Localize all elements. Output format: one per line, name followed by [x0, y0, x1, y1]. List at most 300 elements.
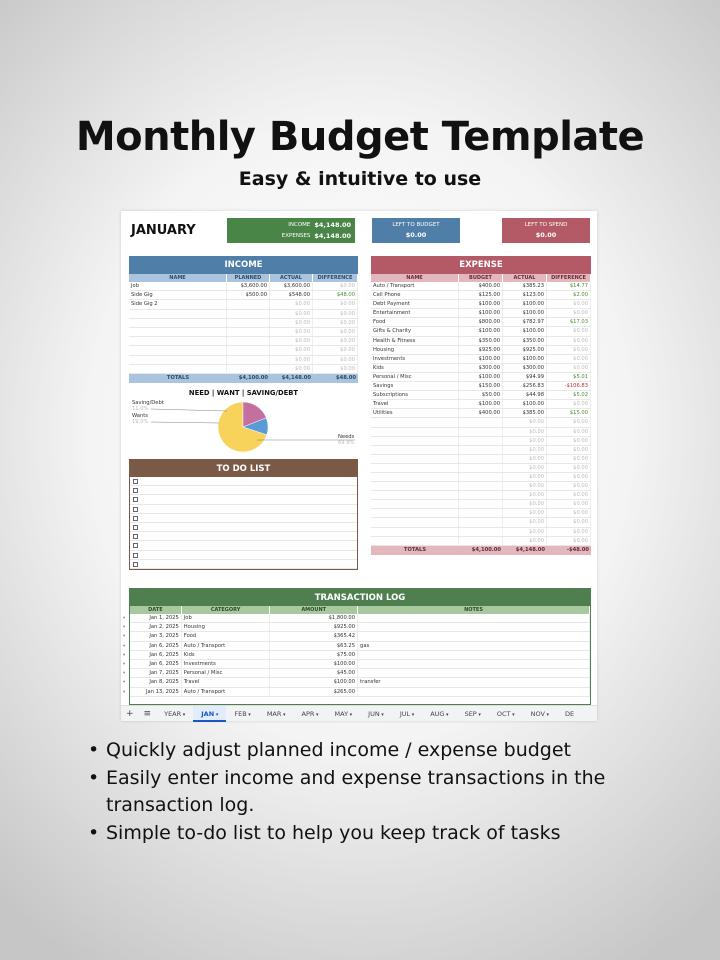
todo-row [130, 514, 357, 523]
expense-cell[interactable]: $0.00 [547, 327, 591, 335]
log-cell[interactable]: Personal / Misc [182, 669, 271, 677]
todo-checkbox[interactable] [133, 507, 138, 512]
income-cell[interactable]: $0.00 [313, 319, 358, 327]
income-cell[interactable]: $0.00 [313, 328, 358, 336]
category-dropdown-icon[interactable]: ▾ [123, 689, 126, 695]
spreadsheet-screenshot [121, 211, 597, 721]
income-cell[interactable] [129, 365, 227, 373]
expense-totals-row [371, 546, 591, 555]
expense-row [371, 337, 591, 346]
expense-cell[interactable]: $100.00 [503, 300, 547, 308]
expense-cell[interactable]: $0.00 [547, 528, 591, 536]
log-cell[interactable]: Jan 6, 2025 [130, 660, 182, 668]
expense-cell[interactable]: $0.00 [503, 455, 547, 463]
expense-cell[interactable]: $5.02 [547, 391, 591, 399]
log-cell[interactable]: Kids [182, 651, 271, 659]
income-cell[interactable]: $48.00 [313, 291, 358, 299]
log-cell[interactable]: Jan 1, 2025 [130, 614, 182, 622]
left-to-budget-box [372, 218, 460, 243]
left-to-budget-label: LEFT TO BUDGET [392, 222, 440, 228]
todo-checkbox[interactable] [133, 553, 138, 558]
log-cell[interactable]: $265.00 [270, 688, 358, 696]
expense-cell[interactable]: $782.97 [503, 318, 547, 326]
log-rows [123, 614, 590, 697]
expense-cell[interactable]: $50.00 [459, 391, 503, 399]
log-cell[interactable]: $100.00 [270, 660, 358, 668]
sheet-tab-mar[interactable] [259, 710, 294, 718]
add-sheet-icon[interactable]: + [126, 708, 134, 719]
expense-cell[interactable] [459, 537, 503, 545]
expense-cell[interactable]: Kids [371, 364, 459, 372]
left-to-spend-value: $0.00 [535, 231, 557, 239]
category-dropdown-icon[interactable]: ▾ [123, 661, 126, 667]
sheet-tab-label: SEP [464, 709, 477, 718]
expense-cell[interactable]: $123.00 [503, 291, 547, 299]
tab-menu-icon[interactable]: ▾ [410, 711, 415, 718]
expense-header: EXPENSE [371, 256, 591, 274]
expense-cell[interactable] [371, 473, 459, 481]
income-cell[interactable]: $0.00 [270, 300, 313, 308]
income-cell[interactable]: $3,600.00 [227, 282, 270, 290]
expense-cell[interactable]: $0.00 [503, 418, 547, 426]
expense-cell[interactable]: $0.00 [547, 337, 591, 345]
log-cell[interactable]: $75.00 [270, 651, 358, 659]
log-cell[interactable]: Travel [182, 678, 271, 686]
log-header: TRANSACTION LOG [130, 589, 590, 606]
expense-cell[interactable]: Utilities [371, 409, 459, 417]
expense-cell[interactable]: $0.00 [503, 518, 547, 526]
expense-row [371, 418, 591, 427]
expense-cell[interactable]: $0.00 [547, 537, 591, 545]
category-dropdown-icon[interactable]: ▾ [123, 652, 126, 658]
expense-cell[interactable]: $0.00 [547, 309, 591, 317]
log-cell[interactable]: Auto / Transport [182, 642, 271, 650]
tab-menu-icon[interactable]: ▾ [444, 711, 449, 718]
tab-menu-icon[interactable]: ▾ [214, 711, 219, 718]
expense-cell[interactable]: $0.00 [503, 464, 547, 472]
todo-row [130, 532, 357, 541]
log-cell[interactable]: Auto / Transport [182, 688, 271, 696]
income-cell[interactable] [129, 328, 227, 336]
expense-cell[interactable]: $350.00 [459, 337, 503, 345]
todo-checkbox[interactable] [133, 479, 138, 484]
expense-cell[interactable] [371, 464, 459, 472]
expense-cell[interactable]: $150.00 [459, 382, 503, 390]
expense-row [371, 464, 591, 473]
expense-cell[interactable]: $0.00 [503, 509, 547, 517]
expense-cell[interactable]: $0.00 [503, 537, 547, 545]
todo-checkbox[interactable] [133, 562, 138, 567]
income-row [129, 300, 358, 309]
income-cell[interactable]: $0.00 [270, 337, 313, 345]
left-to-spend-box [502, 218, 590, 243]
category-dropdown-icon[interactable]: ▾ [123, 680, 126, 686]
expense-cell[interactable]: Savings [371, 382, 459, 390]
expense-cell[interactable]: Investments [371, 355, 459, 363]
log-row [123, 642, 590, 651]
expense-cell[interactable]: $0.00 [503, 500, 547, 508]
log-cell[interactable]: Jan 7, 2025 [130, 669, 182, 677]
todo-row [130, 541, 357, 550]
expense-cell[interactable]: $400.00 [459, 409, 503, 417]
income-cell[interactable] [129, 346, 227, 354]
expense-cell[interactable]: $125.00 [459, 291, 503, 299]
income-cell[interactable]: $0.00 [270, 365, 313, 373]
pie-label-saving: Saving/Debt 11.0% [132, 400, 164, 412]
expense-cell[interactable]: $925.00 [459, 346, 503, 354]
expense-cell[interactable] [459, 473, 503, 481]
income-cell[interactable]: $0.00 [270, 346, 313, 354]
expense-row [371, 455, 591, 464]
expense-cell[interactable]: $0.00 [547, 346, 591, 354]
expense-cell[interactable] [371, 428, 459, 436]
log-cell[interactable] [358, 651, 590, 659]
summary-income-label: INCOME [288, 222, 311, 228]
expense-cell[interactable]: $400.00 [459, 282, 503, 290]
log-col-category: CATEGORY [182, 606, 271, 614]
log-cell[interactable]: Jan 2, 2025 [130, 623, 182, 631]
expense-cell[interactable]: $0.00 [503, 482, 547, 490]
sheet-tab-label: JAN [201, 709, 215, 718]
income-totals-row [129, 374, 358, 383]
expense-cell[interactable]: $0.00 [547, 509, 591, 517]
sheet-tab-de[interactable] [557, 710, 582, 718]
expense-cell[interactable] [371, 418, 459, 426]
tab-menu-icon[interactable]: ▾ [476, 711, 481, 718]
log-cell[interactable]: Food [182, 632, 271, 640]
tab-menu-icon[interactable]: ▾ [314, 711, 319, 718]
log-cell[interactable] [358, 669, 590, 677]
income-cell[interactable]: $3,600.00 [270, 282, 313, 290]
log-row [123, 669, 590, 678]
expense-cell[interactable]: Health & Fitness [371, 337, 459, 345]
income-cell[interactable]: $0.00 [270, 319, 313, 327]
tab-menu-icon[interactable]: ▾ [281, 711, 286, 718]
expense-cell[interactable] [371, 500, 459, 508]
expense-cell[interactable] [371, 455, 459, 463]
income-col-actual: ACTUAL [270, 274, 313, 282]
pie-svg [129, 389, 358, 457]
expense-cell[interactable]: $100.00 [459, 300, 503, 308]
income-cell[interactable] [227, 365, 270, 373]
expense-cell[interactable] [371, 537, 459, 545]
expense-row [371, 364, 591, 373]
expense-cell[interactable]: $0.00 [547, 464, 591, 472]
income-cell[interactable]: $0.00 [313, 282, 358, 290]
expense-cell[interactable]: Auto / Transport [371, 282, 459, 290]
log-cell[interactable] [358, 623, 590, 631]
expense-cell[interactable]: $2.00 [547, 291, 591, 299]
expense-cell[interactable] [371, 528, 459, 536]
tab-menu-icon[interactable]: ▾ [181, 711, 186, 718]
expense-cell[interactable]: Travel [371, 400, 459, 408]
log-cell[interactable]: $1,800.00 [270, 614, 358, 622]
expense-cell[interactable]: $100.00 [459, 400, 503, 408]
expense-cell[interactable]: $0.00 [547, 300, 591, 308]
expense-cell[interactable]: $100.00 [459, 373, 503, 381]
sheet-tab-jun[interactable] [360, 710, 392, 718]
transaction-log [123, 588, 591, 705]
summary-expenses-value: $4,148.00 [314, 232, 351, 240]
all-sheets-menu-icon[interactable]: ≡ [143, 708, 152, 719]
expense-cell[interactable] [371, 446, 459, 454]
income-cell[interactable]: $0.00 [270, 310, 313, 318]
expense-cell[interactable]: $0.00 [547, 500, 591, 508]
income-cell[interactable] [227, 328, 270, 336]
todo-checkbox[interactable] [133, 543, 138, 548]
income-cell[interactable]: $0.00 [313, 365, 358, 373]
income-cell[interactable]: Side Gig 2 [129, 300, 227, 308]
sheet-tab-feb[interactable] [226, 710, 258, 718]
todo-checkbox[interactable] [133, 488, 138, 493]
expense-cell[interactable]: $0.00 [503, 437, 547, 445]
income-cell[interactable] [227, 310, 270, 318]
expense-row [371, 518, 591, 527]
expense-cell[interactable]: $0.00 [547, 455, 591, 463]
tab-menu-icon[interactable]: ▾ [246, 711, 251, 718]
income-cell[interactable] [129, 337, 227, 345]
expense-cell[interactable]: $0.00 [547, 446, 591, 454]
income-cell[interactable]: $0.00 [313, 356, 358, 364]
feature-item: • Simple to-do list to help you keep track of tasks [88, 820, 648, 848]
expense-cell[interactable] [371, 482, 459, 490]
expense-cell[interactable]: $0.00 [547, 364, 591, 372]
expense-row [371, 537, 591, 546]
hero-title: Monthly Budget Template [75, 114, 645, 160]
expense-cell[interactable]: $256.83 [503, 382, 547, 390]
log-cell[interactable]: $63.25 [270, 642, 358, 650]
expense-cell[interactable] [459, 418, 503, 426]
income-cell[interactable]: $0.00 [313, 310, 358, 318]
expense-cell[interactable]: Subscriptions [371, 391, 459, 399]
expense-cell[interactable]: $300.00 [503, 364, 547, 372]
category-dropdown-icon[interactable]: ▾ [123, 616, 126, 621]
expense-cell[interactable]: $17.03 [547, 318, 591, 326]
sheet-tab-jul[interactable] [392, 710, 422, 718]
sheet-tab-aug[interactable] [422, 710, 456, 718]
tab-menu-icon[interactable]: ▾ [510, 711, 515, 718]
expense-cell[interactable]: $100.00 [503, 327, 547, 335]
sheet-tab-may[interactable] [327, 710, 361, 718]
sheet-tab-label: AUG [430, 709, 445, 718]
log-cell[interactable]: transfer [358, 678, 590, 686]
log-cell[interactable]: Jan 3, 2025 [130, 632, 182, 640]
expense-cell[interactable]: $0.00 [547, 473, 591, 481]
tab-menu-icon[interactable]: ▾ [379, 711, 384, 718]
income-cell[interactable] [129, 310, 227, 318]
expense-cell[interactable] [371, 518, 459, 526]
expense-cell[interactable] [459, 455, 503, 463]
expense-cell[interactable]: Gifts & Charity [371, 327, 459, 335]
expense-row [371, 391, 591, 400]
income-expense-summary [227, 218, 355, 243]
expense-cell[interactable] [459, 509, 503, 517]
left-to-spend-label: LEFT TO SPEND [524, 222, 568, 228]
need-want-chart [129, 389, 358, 457]
expense-cell[interactable]: $0.00 [547, 491, 591, 499]
expense-cell[interactable] [371, 437, 459, 445]
log-cell[interactable] [358, 688, 590, 696]
tab-menu-icon[interactable]: ▾ [544, 711, 550, 718]
income-cell[interactable] [227, 356, 270, 364]
expense-cell[interactable]: $800.00 [459, 318, 503, 326]
todo-header: TO DO LIST [130, 460, 357, 477]
log-cell[interactable]: $925.00 [270, 623, 358, 631]
income-total-actual: $4,148.00 [281, 374, 311, 381]
expense-cell[interactable]: $350.00 [503, 337, 547, 345]
expense-cell[interactable]: $0.00 [547, 355, 591, 363]
income-cell[interactable]: Job [129, 282, 227, 290]
income-cell[interactable]: $500.00 [227, 291, 270, 299]
sheet-tab-year[interactable] [156, 710, 193, 718]
expense-cell[interactable] [459, 464, 503, 472]
expense-cell[interactable]: $0.00 [547, 428, 591, 436]
log-cell[interactable]: Job [182, 614, 271, 622]
expense-cell[interactable]: $0.00 [547, 437, 591, 445]
log-cell[interactable]: $45.00 [270, 669, 358, 677]
log-cell[interactable] [358, 614, 590, 622]
expense-row [371, 291, 591, 300]
expense-cell[interactable]: $44.98 [503, 391, 547, 399]
income-cell[interactable] [227, 337, 270, 345]
sheet-tab-oct[interactable] [489, 710, 523, 718]
expense-cell[interactable]: $300.00 [459, 364, 503, 372]
sheet-tab-sep[interactable] [457, 710, 489, 718]
income-col-name: NAME [129, 274, 227, 282]
income-row [129, 310, 358, 319]
expense-cell[interactable]: Debt Payment [371, 300, 459, 308]
expense-totals-label: TOTALS [403, 546, 427, 553]
log-cell[interactable]: $100.00 [270, 678, 358, 686]
expense-cell[interactable]: $15.00 [547, 409, 591, 417]
expense-cell[interactable] [371, 491, 459, 499]
income-cell[interactable]: $0.00 [313, 300, 358, 308]
log-cell[interactable]: Jan 8, 2025 [130, 678, 182, 686]
log-cell[interactable]: Housing [182, 623, 271, 631]
expense-cell[interactable] [459, 528, 503, 536]
expense-cell[interactable] [459, 482, 503, 490]
income-cell[interactable]: $0.00 [270, 356, 313, 364]
expense-col-actual: ACTUAL [503, 274, 547, 282]
income-cell[interactable] [227, 300, 270, 308]
log-cell[interactable] [358, 632, 590, 640]
expense-cell[interactable] [459, 491, 503, 499]
income-cell[interactable] [129, 356, 227, 364]
sheet-tab-label: JUN [368, 709, 380, 718]
expense-cell[interactable]: $0.00 [503, 446, 547, 454]
hero-subtitle: Easy & intuitive to use [238, 168, 482, 190]
log-cell[interactable] [358, 660, 590, 668]
pie-title: NEED | WANT | SAVING/DEBT [188, 389, 299, 397]
expense-cell[interactable]: Housing [371, 346, 459, 354]
income-cell[interactable]: Side Gig [129, 291, 227, 299]
log-cell[interactable]: Jan 13, 2025 [130, 688, 182, 696]
expense-cell[interactable]: $385.23 [503, 282, 547, 290]
expense-cell[interactable]: Food [371, 318, 459, 326]
income-cell[interactable] [129, 319, 227, 327]
expense-cell[interactable]: $94.99 [503, 373, 547, 381]
summary-expenses-label: EXPENSES [281, 233, 311, 239]
expense-cell[interactable]: $0.00 [547, 418, 591, 426]
todo-checkbox[interactable] [133, 497, 138, 502]
expense-cell[interactable] [459, 428, 503, 436]
sheet-tab-label: MAY [334, 709, 349, 718]
expense-cell[interactable]: $100.00 [503, 309, 547, 317]
income-cell[interactable]: $0.00 [313, 337, 358, 345]
todo-checkbox[interactable] [133, 525, 138, 530]
expense-cell[interactable]: $0.00 [503, 473, 547, 481]
sheet-tab-label: NOV [530, 709, 545, 718]
sheet-tab-nov[interactable] [523, 710, 557, 718]
todo-checkbox[interactable] [133, 516, 138, 521]
expense-cell[interactable]: $0.00 [547, 482, 591, 490]
expense-cell[interactable]: $100.00 [459, 355, 503, 363]
todo-checkbox[interactable] [133, 534, 138, 539]
income-cell[interactable]: $548.00 [270, 291, 313, 299]
sheet-tab-apr[interactable] [294, 710, 327, 718]
expense-cell[interactable]: $14.77 [547, 282, 591, 290]
tab-menu-icon[interactable]: ▾ [348, 711, 353, 718]
expense-cell[interactable]: $100.00 [459, 309, 503, 317]
expense-cell[interactable]: $0.00 [503, 428, 547, 436]
income-row [129, 328, 358, 337]
category-dropdown-icon[interactable]: ▾ [123, 671, 126, 677]
expense-cell[interactable] [371, 509, 459, 517]
todo-row [130, 486, 357, 495]
sheet-tab-jan[interactable] [193, 706, 226, 722]
expense-cell[interactable] [459, 500, 503, 508]
log-cell[interactable]: Jan 6, 2025 [130, 651, 182, 659]
expense-cell[interactable]: Cell Phone [371, 291, 459, 299]
expense-cell[interactable]: $0.00 [503, 528, 547, 536]
expense-cell[interactable]: $385.00 [503, 409, 547, 417]
category-dropdown-icon[interactable]: ▾ [123, 643, 126, 649]
expense-table [371, 256, 591, 555]
expense-cell[interactable]: -$106.83 [547, 382, 591, 390]
sheet-tab-label: JUL [399, 709, 411, 718]
income-cell[interactable]: $0.00 [270, 328, 313, 336]
category-dropdown-icon[interactable]: ▾ [123, 625, 126, 631]
expense-cell[interactable] [459, 446, 503, 454]
expense-row [371, 327, 591, 336]
expense-row [371, 500, 591, 509]
category-dropdown-icon[interactable]: ▾ [123, 634, 126, 640]
expense-cell[interactable]: Personal / Misc [371, 373, 459, 381]
expense-cell[interactable]: $925.00 [503, 346, 547, 354]
expense-cell[interactable]: $0.00 [547, 400, 591, 408]
income-cell[interactable] [227, 346, 270, 354]
income-column-headers [129, 274, 358, 282]
expense-cell[interactable]: $100.00 [503, 400, 547, 408]
income-cell[interactable] [227, 319, 270, 327]
log-cell[interactable]: gas [358, 642, 590, 650]
expense-cell[interactable]: $100.00 [503, 355, 547, 363]
expense-cell[interactable] [459, 518, 503, 526]
expense-cell[interactable]: $100.00 [459, 327, 503, 335]
expense-row [371, 446, 591, 455]
feature-list [88, 737, 648, 847]
income-cell[interactable]: $0.00 [313, 346, 358, 354]
expense-cell[interactable] [459, 437, 503, 445]
expense-cell[interactable]: Entertainment [371, 309, 459, 317]
log-cell[interactable]: $365.42 [270, 632, 358, 640]
sheet-tab-label: DE [565, 709, 575, 718]
expense-cell[interactable]: $0.00 [547, 518, 591, 526]
expense-cell[interactable]: $5.01 [547, 373, 591, 381]
log-cell[interactable]: Investments [182, 660, 271, 668]
expense-cell[interactable]: $0.00 [503, 491, 547, 499]
log-cell[interactable]: Jan 6, 2025 [130, 642, 182, 650]
